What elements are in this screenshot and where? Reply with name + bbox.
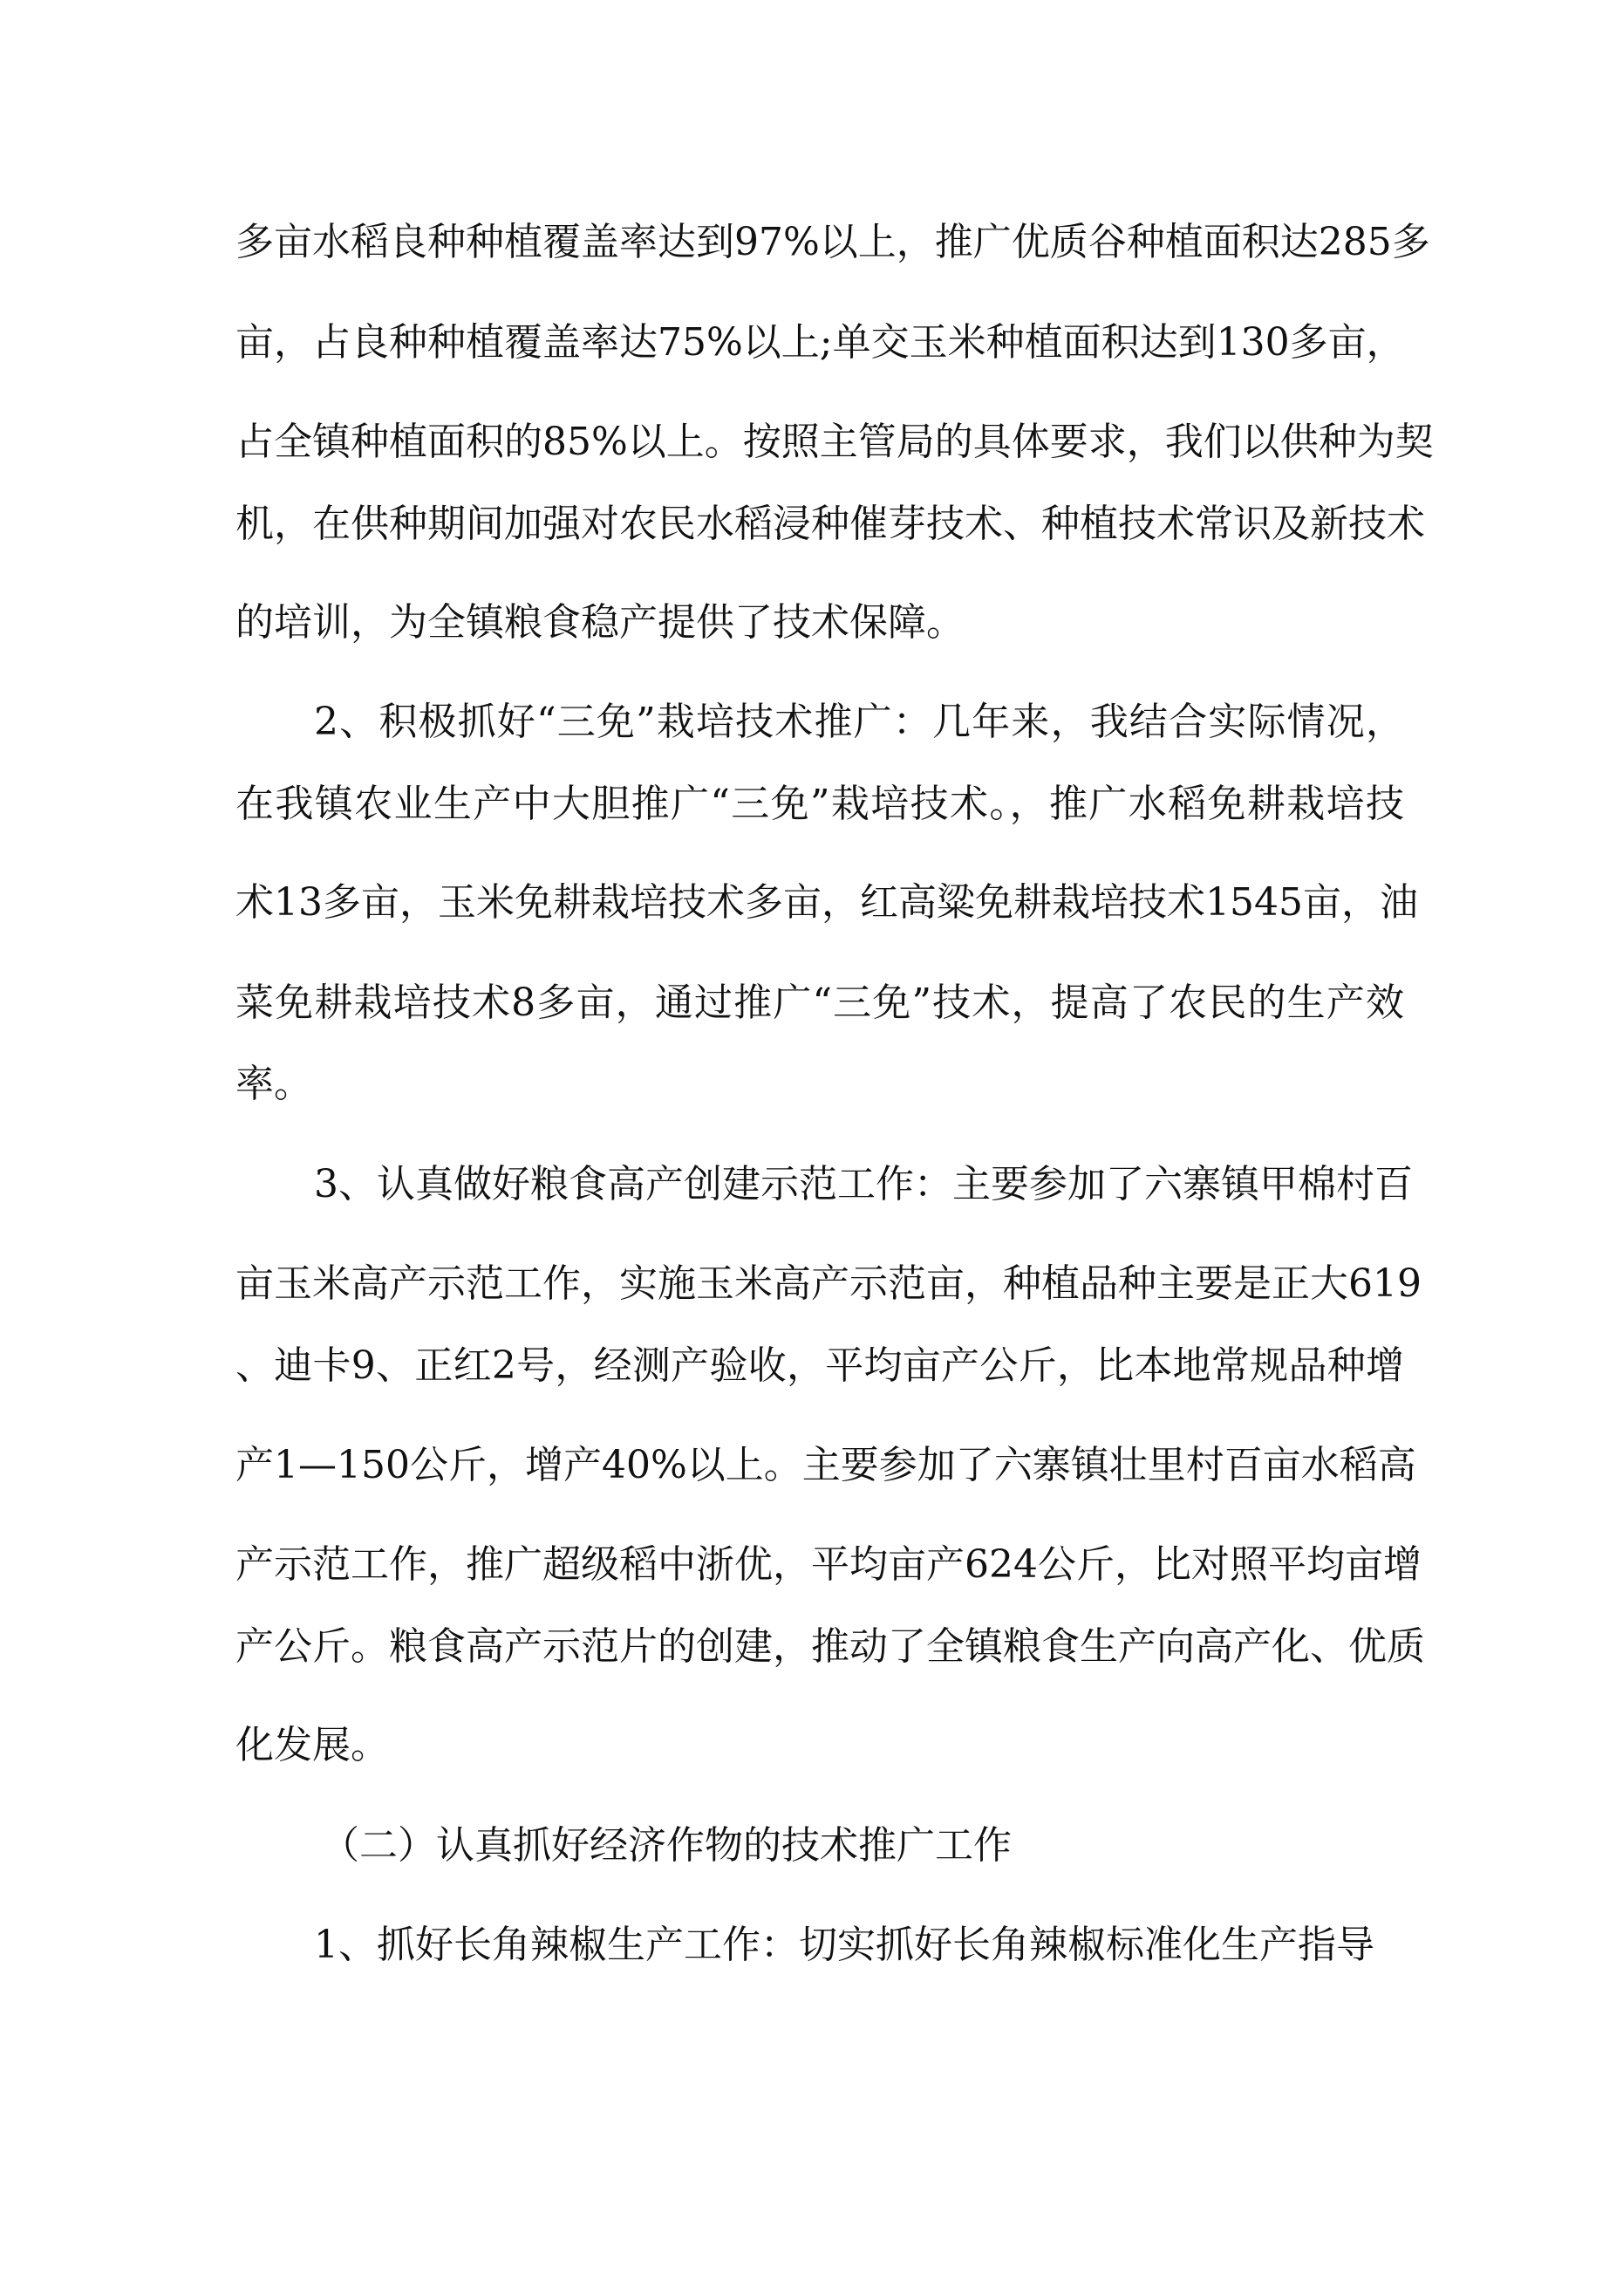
text-line-7: 在我镇农业生产中大胆推广“三免”栽培技术。，推广水稻免耕栽培技: [235, 782, 1404, 826]
text-line-12: 亩玉米高产示范工作，实施玉米高产示范亩，种植品种主要是正大619: [235, 1261, 1422, 1306]
text-line-9: 菜免耕栽培技术8多亩，通过推广“三免”技术，提高了农民的生产效: [235, 981, 1404, 1025]
section-heading: （二）认真抓好经济作物的技术推广工作: [321, 1823, 1012, 1868]
text-line-14: 产1—150公斤，增产40%以上。主要参加了六寨镇壮里村百亩水稻高: [235, 1443, 1416, 1487]
text-line-4: 机，在供种期间加强对农民水稻浸种催芽技术、种植技术常识及新技术: [235, 502, 1425, 546]
text-line-3: 占全镇种植面积的85%以上。按照主管局的具体要求，我们以供种为契: [235, 420, 1434, 464]
text-line-8: 术13多亩，玉米免耕栽培技术多亩，红高粱免耕栽培技术1545亩，油: [235, 880, 1418, 925]
text-line-11: 3、认真做好粮食高产创建示范工作：主要参加了六寨镇甲棉村百: [314, 1162, 1413, 1206]
text-line-5: 的培训，为全镇粮食稳产提供了技术保障。: [235, 600, 965, 645]
text-line-2: 亩，占良种种植覆盖率达75%以上;单交玉米种植面积达到130多亩，: [235, 320, 1405, 365]
text-line-1: 多亩水稻良种种植覆盖率达到97%以上，推广优质谷种植面积达285多: [235, 220, 1430, 264]
text-line-16: 产公斤。粮食高产示范片的创建，推动了全镇粮食生产向高产化、优质: [235, 1624, 1425, 1669]
text-line-13: 、迪卡9、正红2号，经测产验收，平均亩产公斤，比本地常规品种增: [235, 1343, 1404, 1388]
text-line-17: 化发展。: [235, 1723, 389, 1767]
text-line-6: 2、积极抓好“三免”栽培技术推广：几年来，我结合实际情况，: [314, 700, 1404, 744]
text-line-15: 产示范工作，推广超级稻中浙优，平均亩产624公斤，比对照平均亩增: [235, 1542, 1422, 1587]
text-line-19: 1、抓好长角辣椒生产工作：切实抓好长角辣椒标准化生产指导: [314, 1923, 1374, 1967]
text-line-10: 率。: [235, 1062, 312, 1106]
